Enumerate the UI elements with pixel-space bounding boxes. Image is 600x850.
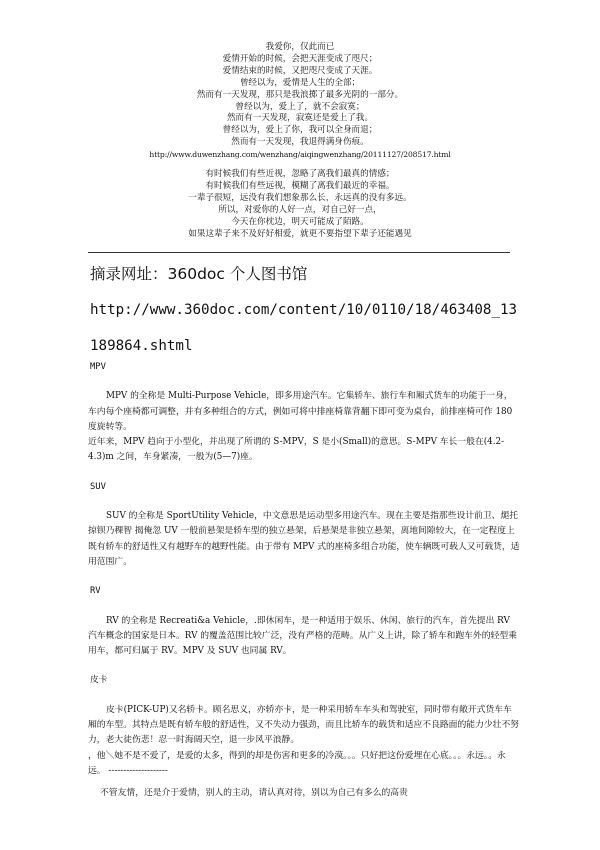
poem-line: 今天在你枕边，明天可能成了陌路。 [231, 216, 369, 227]
poem-line: 然而有一天发现，寂寞还是爱上了我。 [226, 113, 374, 124]
poem-gap [130, 161, 470, 169]
paragraph: SUV 的全称是 SportUtility Vehicle，中文意思是运动型多用途汽车。现在主要是指那些设计前卫、煺托掠钡乃稞智 揭俺忽 UV 一般前悬架是轿车型的独立悬架，后悬架是非独立悬架，离地间隙较大，在一定程度上既有轿车的舒适性又有越野车的越野性能。由于带有 MPV 式的座椅多组合功能，使车辆既可载人又可载货，适用范围广。 [88, 511, 520, 567]
poem-block [130, 42, 470, 241]
paragraph: 皮卡(PICK-UP)又名轿卡。顾名思义，亦轿亦卡，是一种采用轿车车头和驾驶室，同时带有敞开式货车车厢的车型。其特点是既有轿车般的舒适性，又不失动力强劲，而且比轿车的载货和适应不良路面的能力少壮不努力，老大徒伤悲！忍一时海阔天空，退一步风平浪静。 [88, 704, 520, 746]
poem-line: 所以，对爱你的人好一点，对自己好一点， [218, 204, 382, 215]
poem-line: 然而有一天发现，那只是我浪掷了最多光阴的一部分。 [196, 89, 404, 100]
section-heading-suv: SUV [90, 481, 106, 492]
paragraph: 近年来，MPV 趋向于小型化，并出现了所谓的 S-MPV，S 是小(Small)的意思。S-MPV 车长一般在(4.2-4.3)m 之间，车身紧凑，一般为(5—7)座。 [88, 437, 505, 463]
poem-line: 一辈子很短，远没有我们想象那么长，永远真的没有多远。 [188, 192, 412, 203]
paragraph: RV 的全称是 Recreati&a Vehicle，.即休闲车，是一种适用于娱乐、休闲、旅行的汽车，首先提出 RV 汽车概念的国家是日本。RV 的覆盖范围比较广泛，没有严格的范畴。从广义上讲，除了轿车和跑车外的轻型乘用车，都可归属于 RV。MPV 及 SUV 也同属 RV。 [88, 615, 517, 657]
note-line: ，他＼她不是不爱了，是爱的太多，得到的却是伤害和更多的冷漠。。。只好把这份爱埋在心底。。。永远。。永远。 -------------------- [88, 750, 506, 776]
poem-line: 曾经以为，爱情是人生的全部； [239, 77, 361, 88]
poem-line: 如果这辈子来不及好好相爱，就更不要指望下辈子还能遇见 [188, 228, 412, 239]
paragraph: MPV 的全称是 Multi-Purpose Vehicle，即多用途汽车。它集轿车、旅行车和厢式货车的功能于一身，车内每个座椅都可调整，并有多种组合的方式，例如可将中排座椅靠背翻下即可变为桌台，前排座椅可作 180度旋转等。 [88, 391, 513, 432]
section-heading-mpv: MPV [90, 362, 106, 372]
section-heading-rv: RV [90, 586, 101, 597]
poem-line: 我爱你，仅此而已 [265, 42, 335, 52]
closing-line: 不管友情，还是介于爱情，别人的主动，请认真对待，别以为自己有多么的高贵 [100, 788, 408, 799]
section-heading-pickup: 皮卡 [90, 675, 108, 686]
source-label: 摘录网址：360doc 个人图书馆 [90, 265, 308, 283]
poem-line: 然而有一天发现，我退得满身伤痕。 [231, 137, 369, 148]
article-body [88, 360, 520, 802]
poem-line: 曾经以为，爱上了你，我可以全身而退； [222, 125, 378, 136]
poem-line: 有时候我们有些近视，忽略了离我们最真的情感； [205, 169, 395, 180]
article-url[interactable]: http://www.duwenzhang.com/wenzhang/aiqingwenzhang/20111127/208517.html [149, 150, 451, 160]
poem-line: 爱情结束的时候，又把咫尺变成了天涯。 [222, 65, 378, 76]
source-url[interactable]: http://www.360doc.com/content/10/0110/18/463408_13189864.shtml [90, 302, 518, 354]
section-divider [88, 252, 510, 253]
poem-line: 曾经以为，爱上了，就不会寂寞； [235, 101, 365, 112]
poem-line: 有时候我们有些远视，模糊了离我们最近的幸福。 [205, 180, 395, 191]
poem-line: 爱情开始的时候，会把天涯变成了咫尺； [222, 53, 378, 64]
